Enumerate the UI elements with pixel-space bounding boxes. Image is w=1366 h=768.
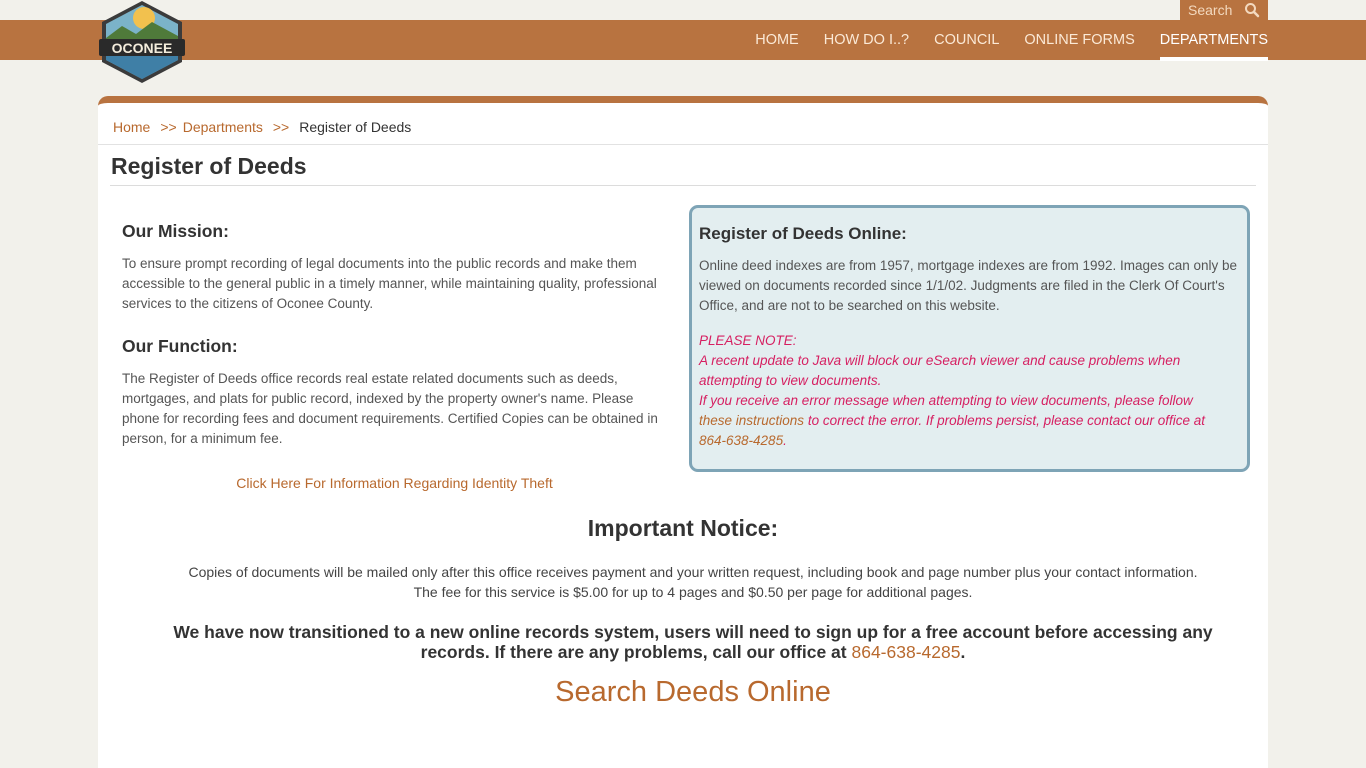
divider (110, 185, 1256, 186)
transition-notice (158, 622, 1228, 662)
divider (98, 144, 1268, 145)
nav-departments[interactable]: DEPARTMENTS (1160, 20, 1268, 60)
mission-text: To ensure prompt recording of legal documents into the public records and make them accessible to the general public in a timely manner, while maintaining quality, professional services to the citizens of Oconee County. (122, 256, 657, 311)
note-error-text: to correct the error. If problems persist, please contact our office at (804, 413, 1205, 428)
office-phone-link[interactable]: 864-638-4285 (851, 642, 961, 662)
breadcrumb (113, 119, 411, 135)
search-label[interactable]: Search (1188, 2, 1233, 18)
notice-line-1: Copies of documents will be mailed only after this office receives payment and your written request, including book and page number plus your contact information. (188, 564, 1198, 580)
please-note (699, 331, 1240, 451)
notice-text (98, 562, 1288, 602)
breadcrumb-home[interactable]: Home (113, 119, 151, 135)
note-phone-link[interactable]: 864-638-4285 (699, 433, 784, 448)
register-online-box (689, 205, 1250, 472)
search-deeds-online-link[interactable]: Search Deeds Online (555, 676, 831, 708)
oconee-logo[interactable] (96, 0, 188, 84)
main-nav (730, 20, 1268, 60)
note-error (699, 391, 1240, 451)
nav-council[interactable]: COUNCIL (934, 32, 1000, 48)
search-tab[interactable] (1180, 0, 1268, 20)
top-nav-bar (0, 20, 1366, 60)
transition-text: We have now transitioned to a new online records system, users will need to sign up for a free account before accessing any records. If there are any problems, call our office at (173, 622, 1213, 662)
identity-theft-link[interactable]: Click Here For Information Regarding Identity Theft (236, 475, 553, 491)
nav-home[interactable]: HOME (755, 32, 799, 48)
notice-line-2: The fee for this service is $5.00 for up to 4 pages and $0.50 per page for additional pages. (413, 584, 973, 600)
note-java: A recent update to Java will block our eSearch viewer and cause problems when attempting to view documents. (699, 353, 1181, 388)
function-heading: Our Function: (122, 336, 238, 356)
transition-end: . (960, 642, 966, 662)
note-label: PLEASE NOTE: (699, 333, 797, 348)
nav-how-do-i[interactable]: HOW DO I..? (823, 32, 910, 48)
note-error-text: If you receive an error message when attempting to view documents, please follow (699, 393, 1193, 408)
note-end: . (783, 433, 787, 448)
nav-online-forms[interactable]: ONLINE FORMS (1024, 32, 1135, 48)
notice-heading: Important Notice: (587, 515, 779, 541)
function-text: The Register of Deeds office records real estate related documents such as deeds, mortgages, and plats for public record, indexed by the property owner's name. Please phone for recording fees and document requirements. Certified Copies can be obtained in person, for a minimum fee. (122, 371, 658, 446)
breadcrumb-departments[interactable]: Departments (182, 119, 263, 135)
breadcrumb-current: Register of Deeds (299, 119, 412, 135)
instructions-link[interactable]: these instructions (699, 413, 805, 428)
breadcrumb-separator: >> (160, 119, 177, 135)
search-icon[interactable] (1244, 2, 1260, 18)
logo-text: OCONEE (111, 40, 173, 56)
online-heading: Register of Deeds Online: (699, 224, 907, 243)
breadcrumb-separator: >> (272, 119, 290, 135)
content-card (98, 96, 1268, 768)
mission-function-section (122, 221, 667, 491)
mission-heading: Our Mission: (122, 221, 229, 241)
online-text: Online deed indexes are from 1957, mortgage indexes are from 1992. Images can only be viewed on documents recorded since 1/1/02. Judgments are filed in the Clerk Of Court's Office, and are not to be searched on this website. (699, 258, 1238, 313)
page-title: Register of Deeds (111, 153, 307, 179)
